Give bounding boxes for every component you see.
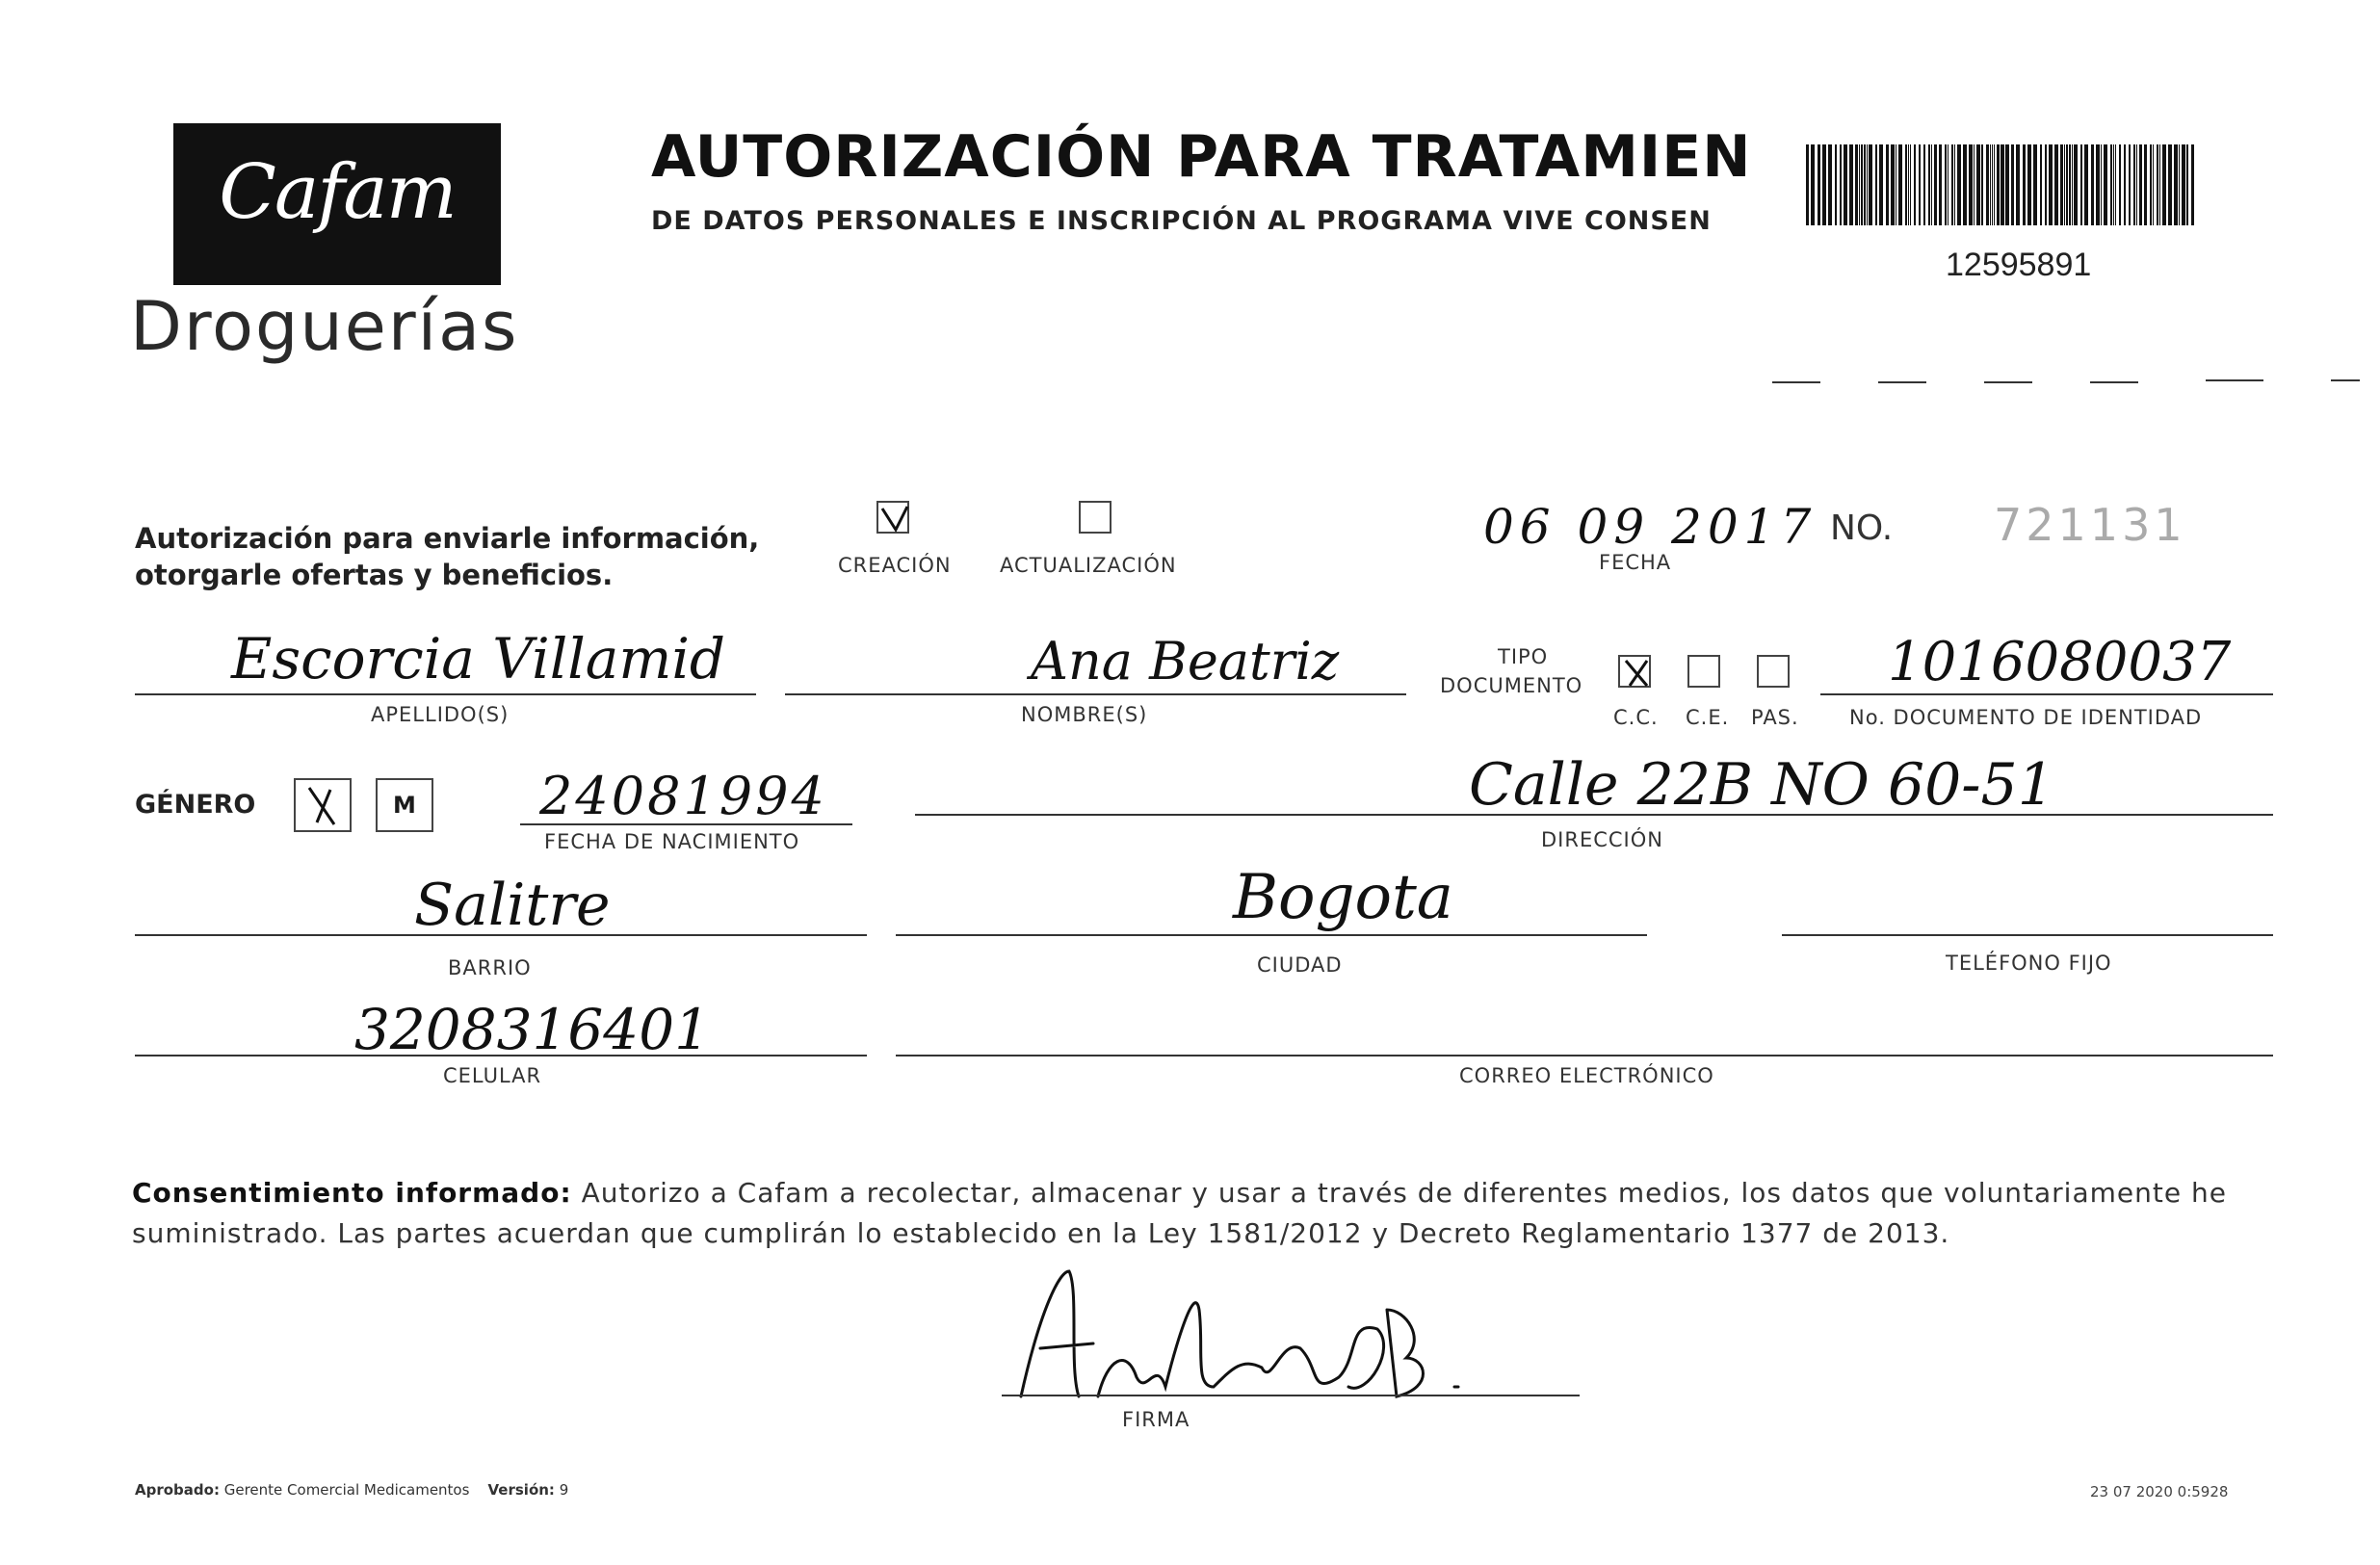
barcode-bar <box>2049 144 2053 225</box>
authorization-line-1: Autorización para enviarle información, <box>135 522 760 555</box>
barcode-bar <box>1844 144 1847 225</box>
firma-label: FIRMA <box>1122 1408 1190 1431</box>
barcode-bar <box>1976 144 1980 225</box>
nombres-value: Ana Beatriz <box>1031 631 1340 691</box>
creacion-label: CREACIÓN <box>838 554 952 577</box>
genero-m-checkbox[interactable] <box>376 778 433 832</box>
documento-value: 1016080037 <box>1888 631 2232 693</box>
barcode-bar <box>2110 144 2112 225</box>
barcode-bar <box>1963 144 1967 225</box>
barcode-bar <box>1828 144 1832 225</box>
barcode-bar <box>2119 144 2121 225</box>
brand-subtitle: Droguerías <box>130 287 519 366</box>
barcode-number: 12595891 <box>1946 247 2092 283</box>
barcode-bar <box>2153 144 2154 225</box>
consent-text: Autorizo a Cafam a recolectar, almacenar y usar a través de diferentes medios, los datos que voluntariamente he suministrado. Las partes acuerdan que cumplirán lo establecido en la Ley 1581/2012 y Decreto Reglamentario 1377 de 2013. <box>132 1177 2227 1249</box>
aprobado-label: Aprobado: <box>135 1481 220 1499</box>
barcode-bar <box>2168 144 2172 225</box>
barcode-bar <box>2174 144 2178 225</box>
barcode-bar <box>2023 144 2026 225</box>
barcode-bar <box>1864 144 1866 225</box>
barcode-bar <box>2072 144 2073 225</box>
no-value: 721131 <box>1994 499 2186 551</box>
actualizacion-label: ACTUALIZACIÓN <box>1000 554 1177 577</box>
barcode-bar <box>1997 144 2000 225</box>
barcode-bar <box>1908 144 1909 225</box>
barcode-bar <box>2040 144 2042 225</box>
x-mark-icon <box>296 780 350 830</box>
barcode-bar <box>1934 144 1937 225</box>
genero-f-checkbox[interactable] <box>294 778 352 832</box>
barcode-bar <box>1818 144 1820 225</box>
nacimiento-value: 24081994 <box>539 766 827 826</box>
pas-label: PAS. <box>1751 706 1799 729</box>
barcode-bar <box>2001 144 2004 225</box>
barcode-bar <box>2011 144 2014 225</box>
barcode-bar <box>1969 144 1973 225</box>
barcode-bar <box>1939 144 1942 225</box>
barcode-bar <box>1891 144 1895 225</box>
ciudad-value: Bogota <box>1233 862 1453 933</box>
barcode-bar <box>1951 144 1953 225</box>
barcode-bar <box>2066 144 2068 225</box>
footer-approval <box>135 1481 568 1499</box>
barcode-bar <box>1919 144 1921 225</box>
barcode-bar <box>2104 144 2107 225</box>
barcode-bar <box>1875 144 1877 225</box>
barcode-bar <box>2186 144 2188 225</box>
fecha-value: 06 09 2017 <box>1483 499 1818 555</box>
barcode-bar <box>2101 144 2102 225</box>
barcode-bar <box>1835 144 1837 225</box>
barcode-bar <box>2150 144 2152 225</box>
barcode-bar <box>1869 144 1872 225</box>
no-label: NO. <box>1830 509 1894 548</box>
barcode-bar <box>2182 144 2185 225</box>
barcode-bar <box>1992 144 1993 225</box>
barcode-bar <box>1931 144 1932 225</box>
fecha-label: FECHA <box>1599 551 1672 574</box>
barcode-bar <box>1855 144 1858 225</box>
barcode-bar <box>2139 144 2142 225</box>
barcode-bar <box>2005 144 2009 225</box>
barcode-bar <box>1879 144 1883 225</box>
barcode-bar <box>1910 144 1911 225</box>
creacion-checkbox[interactable] <box>876 501 909 534</box>
barcode-bar <box>2159 144 2160 225</box>
barcode-bar <box>2027 144 2031 225</box>
barcode-bar <box>1986 144 1989 225</box>
barcode-bar <box>2064 144 2065 225</box>
celular-label: CELULAR <box>443 1064 542 1087</box>
barcode-bar <box>2129 144 2131 225</box>
correo-label: CORREO ELECTRÓNICO <box>1459 1064 1714 1087</box>
footer-date-code: 23 07 2020 0:5928 <box>2090 1483 2229 1500</box>
barcode-bar <box>2162 144 2166 225</box>
barcode-bar <box>1923 144 1925 225</box>
barcode-bar <box>1905 144 1907 225</box>
barcode-bar <box>1859 144 1860 225</box>
documento-line <box>1820 693 2273 695</box>
barcode-bar <box>1886 144 1889 225</box>
barcode-image <box>1804 144 2199 225</box>
tipo-label: TIPO <box>1498 645 1549 668</box>
barcode-bar <box>2033 144 2037 225</box>
barcode-bar <box>1928 144 1930 225</box>
barcode-bar <box>2115 144 2116 225</box>
ciudad-line <box>896 934 1647 936</box>
barcode-bar <box>2136 144 2137 225</box>
barcode-bar <box>2045 144 2047 225</box>
barcode-bar <box>2191 144 2194 225</box>
consent-paragraph <box>132 1173 2251 1254</box>
cc-checkbox[interactable] <box>1618 655 1651 688</box>
documento-numero-label: No. DOCUMENTO DE IDENTIDAD <box>1849 706 2203 729</box>
barcode-bar <box>1957 144 1961 225</box>
nombres-label: NOMBRE(S) <box>1021 703 1148 726</box>
ce-label: C.E. <box>1686 706 1730 729</box>
barcode-bar <box>2060 144 2063 225</box>
barcode-bar <box>1981 144 1983 225</box>
barcode-bar <box>2124 144 2126 225</box>
celular-value: 3208316401 <box>354 997 711 1062</box>
barcode-bar <box>1849 144 1853 225</box>
version-value: 9 <box>559 1481 569 1499</box>
barcode-bar <box>2069 144 2071 225</box>
barcode-bar <box>2157 144 2158 225</box>
barcode-bar <box>1840 144 1842 225</box>
actualizacion-checkbox[interactable] <box>1079 501 1112 534</box>
telefono-line <box>1782 934 2273 936</box>
ciudad-label: CIUDAD <box>1257 953 1343 977</box>
barcode-bar <box>1811 144 1815 225</box>
authorization-text <box>135 520 759 593</box>
barcode-bar <box>1861 144 1863 225</box>
apellidos-value: Escorcia Villamid <box>231 626 726 691</box>
barcode-bar <box>1954 144 1955 225</box>
barcode-bar <box>1994 144 1995 225</box>
barcode-bar <box>2133 144 2135 225</box>
barcode-bar <box>2016 144 2020 225</box>
barrio-label: BARRIO <box>448 956 532 979</box>
barcode-bar <box>1867 144 1868 225</box>
barcode-bar <box>2074 144 2078 225</box>
pas-checkbox[interactable] <box>1757 655 1790 688</box>
aprobado-value: Gerente Comercial Medicamentos <box>223 1481 470 1499</box>
version-label: Versión: <box>487 1481 555 1499</box>
document-subtitle: DE DATOS PERSONALES E INSCRIPCIÓN AL PROGRAMA VIVE CONSEN <box>651 206 1712 236</box>
barcode-bar <box>2054 144 2058 225</box>
firma-line <box>1002 1395 1580 1396</box>
x-mark-icon <box>1620 657 1653 690</box>
documento-label: DOCUMENTO <box>1440 674 1583 697</box>
nombres-line <box>785 693 1406 695</box>
barcode-bar <box>2113 144 2114 225</box>
barcode-bar <box>1822 144 1826 225</box>
barcode-bar <box>1974 144 1975 225</box>
correo-line <box>896 1055 2273 1056</box>
barrio-value: Salitre <box>414 872 611 939</box>
barcode-bar <box>2084 144 2088 225</box>
barcode-bar <box>2144 144 2147 225</box>
barcode-bar <box>1898 144 1902 225</box>
document-title: AUTORIZACIÓN PARA TRATAMIEN <box>651 123 1752 191</box>
ce-checkbox[interactable] <box>1687 655 1720 688</box>
logo-text: Cafam <box>219 149 456 236</box>
direccion-label: DIRECCIÓN <box>1541 828 1663 851</box>
genero-m-label: M <box>393 792 416 819</box>
barcode-bar <box>2096 144 2100 225</box>
barcode-bar <box>1806 144 1809 225</box>
barcode-bar <box>2179 144 2180 225</box>
apellidos-label: APELLIDO(S) <box>371 703 510 726</box>
authorization-line-2: otorgarle ofertas y beneficios. <box>135 559 614 591</box>
barcode-bar <box>1945 144 1947 225</box>
barcode-bar <box>1990 144 1991 225</box>
consent-heading: Consentimiento informado: <box>132 1177 572 1209</box>
nacimiento-label: FECHA DE NACIMIENTO <box>544 830 800 853</box>
decorative-dashes <box>1772 371 2369 386</box>
check-mark-icon <box>878 503 911 535</box>
cc-label: C.C. <box>1613 706 1659 729</box>
direccion-value: Calle 22B NO 60-51 <box>1469 751 2054 819</box>
apellidos-line <box>135 693 756 695</box>
genero-label: GÉNERO <box>135 790 256 820</box>
signature-image <box>1002 1252 1503 1416</box>
barcode-bar <box>2091 144 2094 225</box>
telefono-label: TELÉFONO FIJO <box>1946 952 2112 975</box>
barcode-bar <box>2080 144 2082 225</box>
barcode-bar <box>1914 144 1916 225</box>
